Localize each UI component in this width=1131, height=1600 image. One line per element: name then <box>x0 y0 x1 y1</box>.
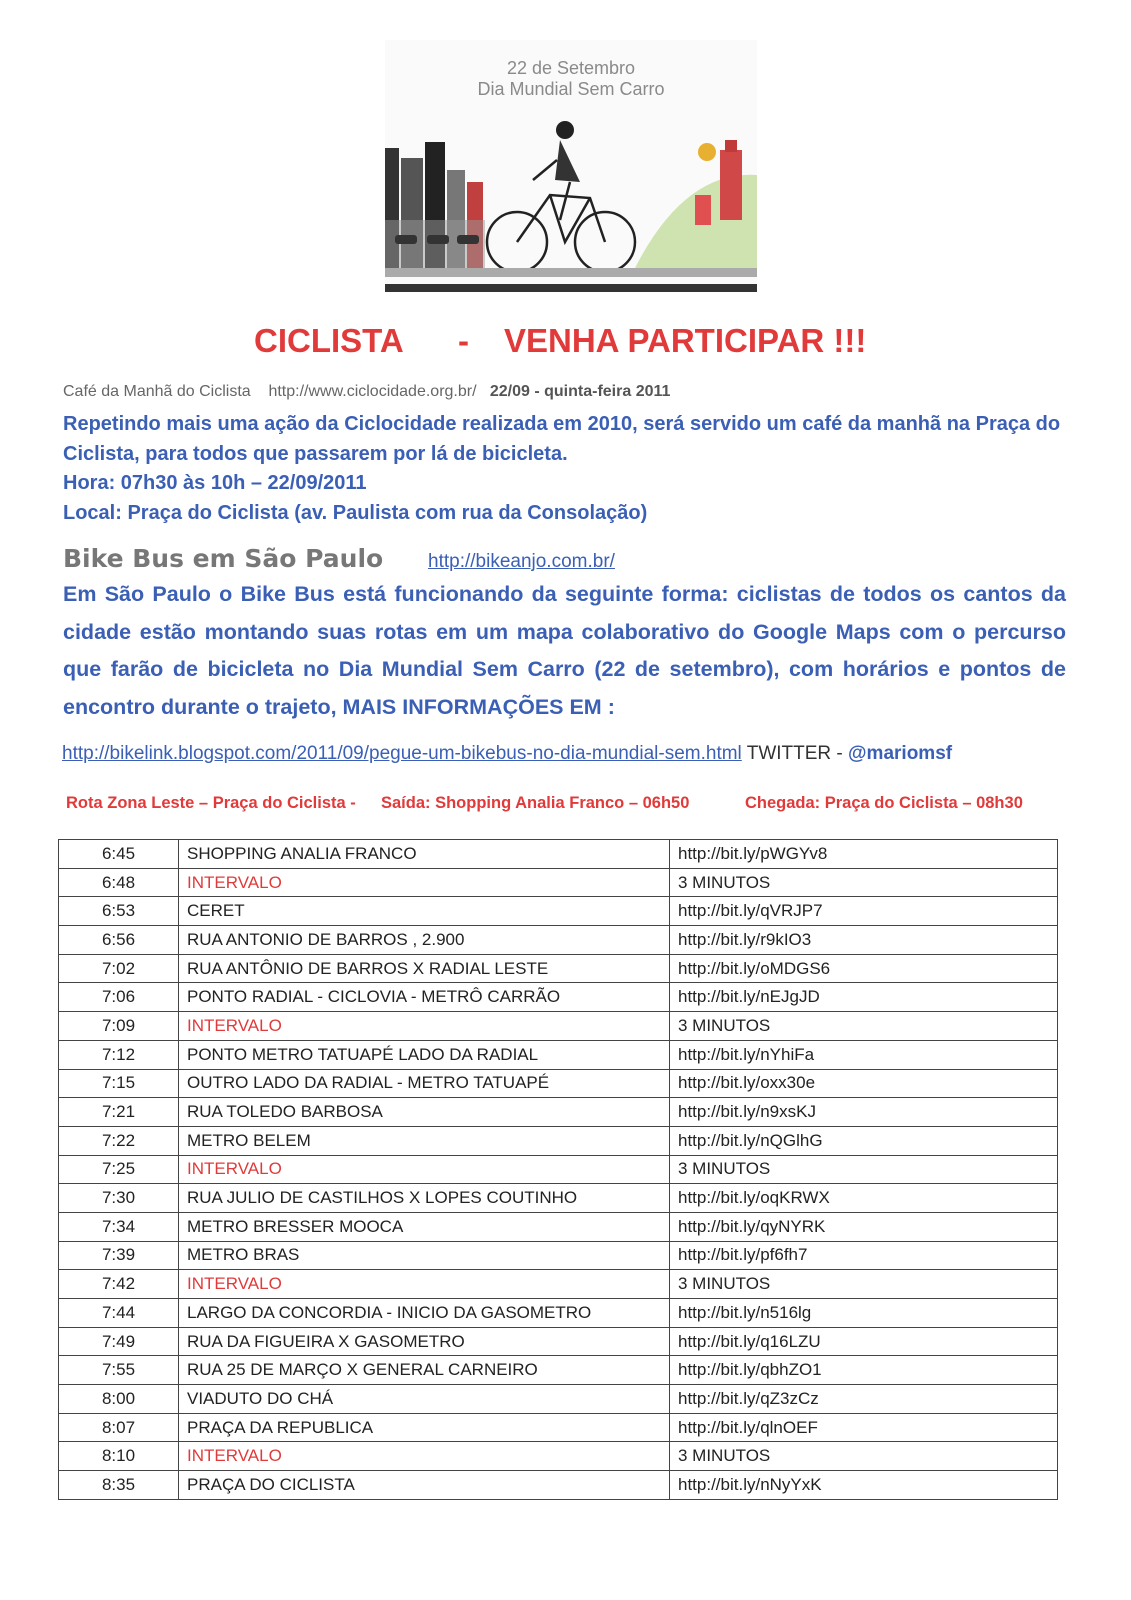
headline-dash: - <box>458 322 469 359</box>
schedule-link[interactable]: http://bit.ly/pWGYv8 <box>670 840 1058 869</box>
schedule-time: 8:07 <box>59 1413 179 1442</box>
schedule-link[interactable]: http://bit.ly/nEJgJD <box>670 983 1058 1012</box>
twitter-handle[interactable]: @mariomsf <box>848 743 953 764</box>
schedule-place: RUA TOLEDO BARBOSA <box>179 1098 670 1127</box>
bikebus-link[interactable]: http://bikeanjo.com.br/ <box>428 551 615 572</box>
schedule-time: 8:00 <box>59 1385 179 1414</box>
schedule-interval-duration: 3 MINUTOS <box>670 1270 1058 1299</box>
schedule-place: PONTO METRO TATUAPÉ LADO DA RADIAL <box>179 1040 670 1069</box>
schedule-interval-duration: 3 MINUTOS <box>670 1012 1058 1041</box>
schedule-time: 6:53 <box>59 897 179 926</box>
table-row <box>59 1184 1058 1213</box>
table-row <box>59 1299 1058 1328</box>
schedule-place: PRAÇA DO CICLISTA <box>179 1471 670 1500</box>
schedule-place: LARGO DA CONCORDIA - INICIO DA GASOMETRO <box>179 1299 670 1328</box>
table-row <box>59 926 1058 955</box>
table-row <box>59 954 1058 983</box>
schedule-link[interactable]: http://bit.ly/oxx30e <box>670 1069 1058 1098</box>
schedule-place: RUA DA FIGUEIRA X GASOMETRO <box>179 1327 670 1356</box>
bikebus-paragraph: Em São Paulo o Bike Bus está funcionando da seguinte forma: ciclistas de todos os cantos da cidade estão montando suas rotas em um mapa colaborativo do Google Maps com o percurso que farão de bicicleta no Dia Mundial Sem Carro (22 de setembro), com horários e pontos de encontro durante o trajeto, MAIS INFORMAÇÕES EM : <box>63 582 1066 719</box>
headline-left: CICLISTA <box>254 322 404 359</box>
schedule-link[interactable]: http://bit.ly/pf6fh7 <box>670 1241 1058 1270</box>
poster-date: 22 de Setembro <box>506 58 636 78</box>
schedule-link[interactable]: http://bit.ly/oqKRWX <box>670 1184 1058 1213</box>
schedule-interval-duration: 3 MINUTOS <box>670 868 1058 897</box>
schedule-time: 7:22 <box>59 1126 179 1155</box>
schedule-time: 7:44 <box>59 1299 179 1328</box>
schedule-time: 7:34 <box>59 1212 179 1241</box>
table-row <box>59 983 1058 1012</box>
schedule-time: 7:06 <box>59 983 179 1012</box>
table-row <box>59 868 1058 897</box>
schedule-table <box>58 839 1058 1500</box>
bikebus-title: Bike Bus em São Paulo <box>63 544 384 573</box>
table-row <box>59 1241 1058 1270</box>
schedule-time: 7:30 <box>59 1184 179 1213</box>
poster-title: Dia Mundial Sem Carro <box>477 79 665 99</box>
table-row <box>59 1442 1058 1471</box>
schedule-place: VIADUTO DO CHÁ <box>179 1385 670 1414</box>
table-row <box>59 840 1058 869</box>
schedule-place: CERET <box>179 897 670 926</box>
table-row <box>59 1413 1058 1442</box>
table-row <box>59 1327 1058 1356</box>
cafe-local: Local: Praça do Ciclista (av. Paulista com rua da Consolação) <box>63 501 648 524</box>
schedule-place: INTERVALO <box>179 1012 670 1041</box>
schedule-link[interactable]: http://bit.ly/nNyYxK <box>670 1471 1058 1500</box>
cafe-paragraph: Repetindo mais uma ação da Ciclocidade realizada em 2010, será servido um café da manhã na Praça do Ciclista, para todos que passarem por lá de bicicleta. <box>63 413 1061 465</box>
schedule-place: RUA ANTONIO DE BARROS , 2.900 <box>179 926 670 955</box>
schedule-interval-duration: 3 MINUTOS <box>670 1155 1058 1184</box>
schedule-link[interactable]: http://bit.ly/qbhZO1 <box>670 1356 1058 1385</box>
schedule-link[interactable]: http://bit.ly/qVRJP7 <box>670 897 1058 926</box>
schedule-place: PRAÇA DA REPUBLICA <box>179 1413 670 1442</box>
schedule-time: 7:12 <box>59 1040 179 1069</box>
poster-illustration <box>385 40 757 292</box>
schedule-place: RUA JULIO DE CASTILHOS X LOPES COUTINHO <box>179 1184 670 1213</box>
schedule-link[interactable]: http://bit.ly/q16LZU <box>670 1327 1058 1356</box>
schedule-interval-duration: 3 MINUTOS <box>670 1442 1058 1471</box>
table-row <box>59 1385 1058 1414</box>
table-row <box>59 1012 1058 1041</box>
schedule-place: METRO BRESSER MOOCA <box>179 1212 670 1241</box>
cafe-hora: Hora: 07h30 às 10h – 22/09/2011 <box>63 472 367 494</box>
schedule-place: METRO BRAS <box>179 1241 670 1270</box>
table-row <box>59 1212 1058 1241</box>
cafe-label: Café da Manhã do Ciclista <box>63 383 251 400</box>
schedule-place: INTERVALO <box>179 868 670 897</box>
route-name: Rota Zona Leste – Praça do Ciclista - <box>66 794 356 812</box>
schedule-place: OUTRO LADO DA RADIAL - METRO TATUAPÉ <box>179 1069 670 1098</box>
schedule-time: 7:39 <box>59 1241 179 1270</box>
table-row <box>59 1270 1058 1299</box>
table-row <box>59 1155 1058 1184</box>
schedule-time: 7:55 <box>59 1356 179 1385</box>
poster-caption <box>385 58 757 100</box>
more-info-link[interactable]: http://bikelink.blogspot.com/2011/09/pegue-um-bikebus-no-dia-mundial-sem.html <box>62 743 742 764</box>
schedule-link[interactable]: http://bit.ly/n9xsKJ <box>670 1098 1058 1127</box>
twitter-label: TWITTER - <box>746 743 843 764</box>
schedule-time: 6:45 <box>59 840 179 869</box>
table-row <box>59 1126 1058 1155</box>
schedule-place: INTERVALO <box>179 1442 670 1471</box>
schedule-time: 7:09 <box>59 1012 179 1041</box>
schedule-time: 7:25 <box>59 1155 179 1184</box>
schedule-link[interactable]: http://bit.ly/nYhiFa <box>670 1040 1058 1069</box>
route-chegada: Chegada: Praça do Ciclista – 08h30 <box>745 794 1023 812</box>
cafe-date: 22/09 - quinta-feira 2011 <box>489 383 671 400</box>
cafe-details <box>63 410 1073 528</box>
schedule-time: 8:10 <box>59 1442 179 1471</box>
schedule-link[interactable]: http://bit.ly/r9kIO3 <box>670 926 1058 955</box>
schedule-time: 6:56 <box>59 926 179 955</box>
table-row <box>59 1098 1058 1127</box>
schedule-time: 6:48 <box>59 868 179 897</box>
table-row <box>59 1040 1058 1069</box>
table-row <box>59 897 1058 926</box>
table-row <box>59 1356 1058 1385</box>
headline-right: VENHA PARTICIPAR !!! <box>504 322 867 359</box>
schedule-time: 7:15 <box>59 1069 179 1098</box>
schedule-link[interactable]: http://bit.ly/n516lg <box>670 1299 1058 1328</box>
schedule-time: 7:42 <box>59 1270 179 1299</box>
cafe-url[interactable]: http://www.ciclocidade.org.br/ <box>268 383 477 400</box>
table-row <box>59 1471 1058 1500</box>
more-info-line <box>62 743 952 765</box>
schedule-place: RUA ANTÔNIO DE BARROS X RADIAL LESTE <box>179 954 670 983</box>
schedule-place: RUA 25 DE MARÇO X GENERAL CARNEIRO <box>179 1356 670 1385</box>
schedule-time: 7:21 <box>59 1098 179 1127</box>
route-saida: Saída: Shopping Analia Franco – 06h50 <box>381 794 690 812</box>
schedule-place: PONTO RADIAL - CICLOVIA - METRÔ CARRÃO <box>179 983 670 1012</box>
schedule-place: METRO BELEM <box>179 1126 670 1155</box>
table-row <box>59 1069 1058 1098</box>
headline <box>0 316 1131 366</box>
schedule-link[interactable]: http://bit.ly/qyNYRK <box>670 1212 1058 1241</box>
route-summary <box>66 794 1066 816</box>
cyclist-illustration <box>385 120 757 292</box>
cafe-header-line <box>63 383 670 401</box>
schedule-time: 7:02 <box>59 954 179 983</box>
bikebus-heading <box>63 544 615 573</box>
schedule-link[interactable]: http://bit.ly/qZ3zCz <box>670 1385 1058 1414</box>
schedule-link[interactable]: http://bit.ly/oMDGS6 <box>670 954 1058 983</box>
schedule-place: SHOPPING ANALIA FRANCO <box>179 840 670 869</box>
schedule-time: 7:49 <box>59 1327 179 1356</box>
schedule-place: INTERVALO <box>179 1270 670 1299</box>
schedule-link[interactable]: http://bit.ly/qlnOEF <box>670 1413 1058 1442</box>
schedule-place: INTERVALO <box>179 1155 670 1184</box>
schedule-time: 8:35 <box>59 1471 179 1500</box>
schedule-link[interactable]: http://bit.ly/nQGlhG <box>670 1126 1058 1155</box>
